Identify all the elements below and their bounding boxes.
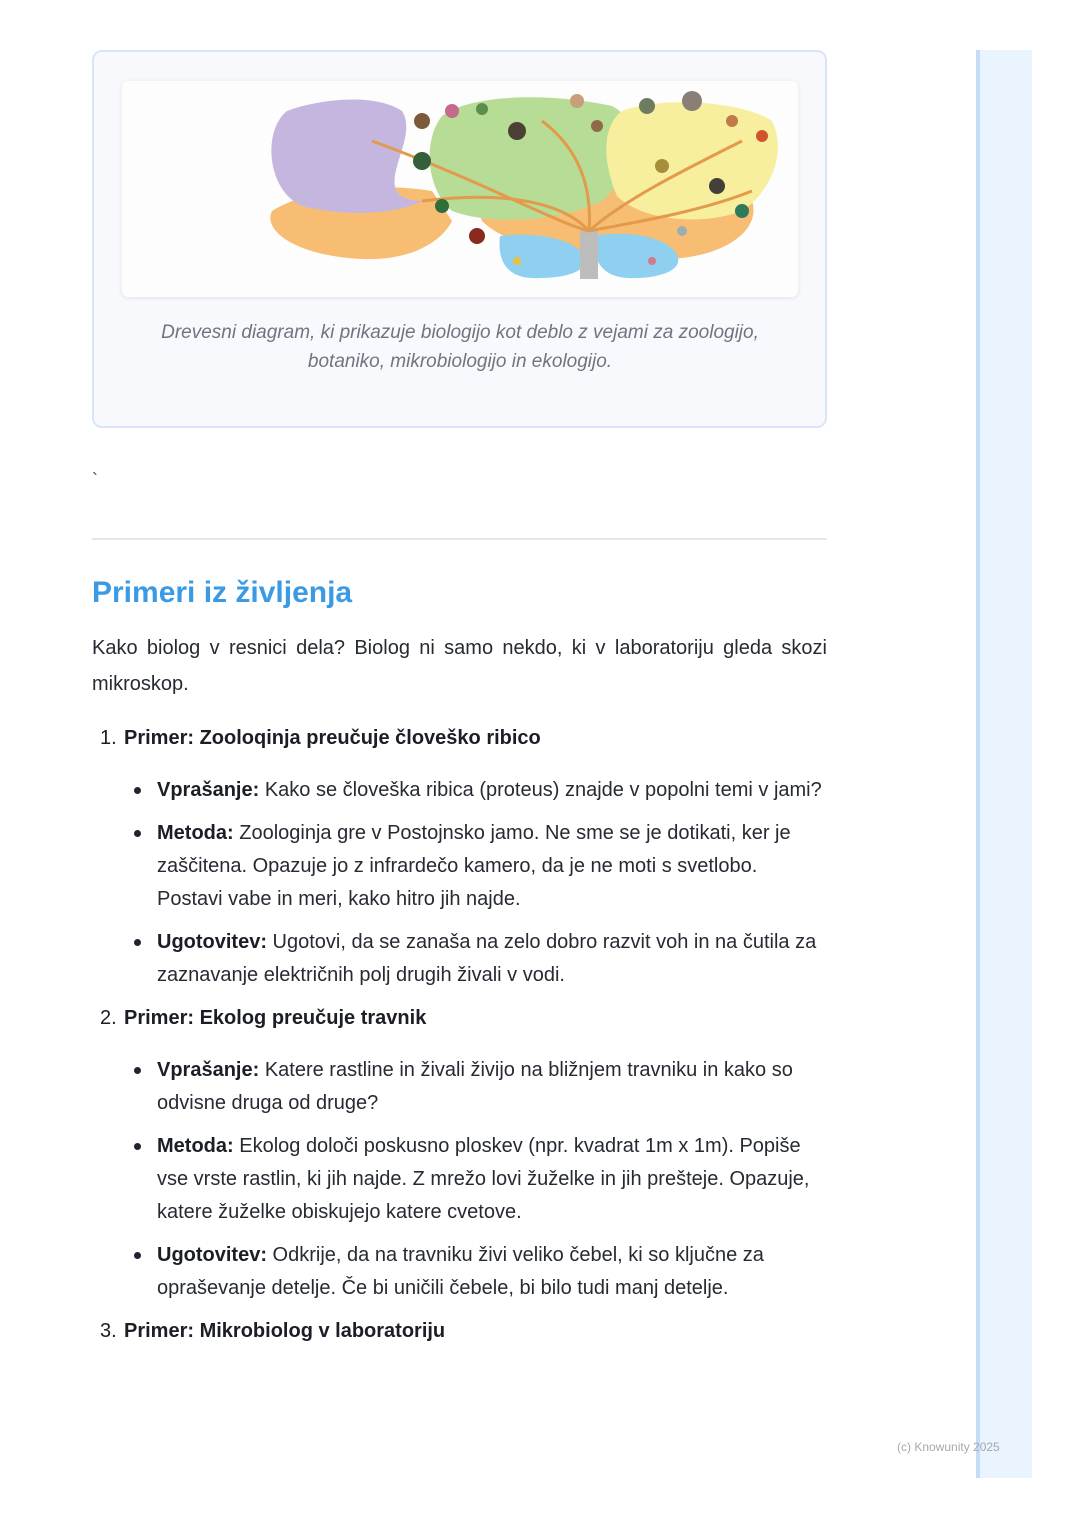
bullet-method <box>92 817 827 916</box>
section-intro: Kako biolog v resnici dela? Biolog ni samo nekdo, ki v laboratoriju gleda skozi mikroskop. <box>92 637 827 695</box>
copyright-footer: (c) Knowunity 2025 <box>897 1440 1000 1454</box>
bullet-finding <box>92 1239 827 1305</box>
bullet-label: Ugotovitev: <box>157 931 267 953</box>
bullet-text: Ugotovi, da se zanaša na zelo dobro razvit voh in na čutila za zaznavanje električnih polj drugih živali v vodi. <box>157 931 817 986</box>
example-heading <box>92 1002 827 1034</box>
sidebar-panel <box>976 50 1032 1478</box>
bullet-question <box>92 1054 827 1120</box>
example-title: Primer: Zooloqinja preučuje človeško ribico <box>124 727 541 749</box>
bullet-question <box>92 774 827 807</box>
bullet-dot <box>134 1067 141 1074</box>
bullet-text: Zoologinja gre v Postojnsko jamo. Ne sme se je dotikati, ker je zaščitena. Opazuje jo z infrardečo kamero, da je ne moti s svetlobo. Postavi vabe in meri, kako hitro jih najde. <box>157 822 791 910</box>
example-number: 2. <box>100 1007 117 1029</box>
example-title: Primer: Ekolog preučuje travnik <box>124 1007 427 1029</box>
example-item <box>92 722 827 992</box>
example-heading <box>92 722 827 754</box>
figure-caption: Drevesni diagram, ki prikazuje biologijo kot deblo z vejami za zoologijo, botaniko, mikrobiologijo in ekologijo. <box>161 322 759 372</box>
example-item <box>92 1315 827 1347</box>
bullet-dot <box>134 1252 141 1259</box>
bullet-text: Ekolog določi poskusno ploskev (npr. kvadrat 1m x 1m). Popiše vse vrste rastlin, ki jih najde. Z mrežo lovi žuželke in jih prešteje. Opazuje, katere žuželke obiskujejo katere cvetove. <box>157 1135 810 1223</box>
botany-lobe <box>271 99 422 213</box>
bullet-label: Metoda: <box>157 822 234 844</box>
example-number: 3. <box>100 1320 117 1342</box>
bullet-dot <box>134 1143 141 1150</box>
section-divider <box>92 538 827 540</box>
bullet-dot <box>134 830 141 837</box>
example-bullets <box>92 1054 827 1305</box>
example-title: Primer: Mikrobiolog v laboratoriju <box>124 1320 446 1342</box>
tree-of-life-illustration <box>122 81 798 297</box>
bullet-label: Metoda: <box>157 1135 234 1157</box>
figure-card <box>92 50 827 428</box>
section-title: Primeri iz življenja <box>92 576 353 609</box>
bullet-label: Ugotovitev: <box>157 1244 267 1266</box>
bullet-text: Kako se človeška ribica (proteus) znajde v popolni temi v jami? <box>259 779 822 801</box>
examples-list <box>92 722 827 1347</box>
figure-image-frame <box>122 81 798 297</box>
bullet-label: Vprašanje: <box>157 1059 260 1081</box>
example-heading <box>92 1315 827 1347</box>
bullet-text: Odkrije, da na travniku živi veliko čebel, ki so ključne za opraševanje detelje. Če bi uničili čebele, bi bilo tudi manj detelje. <box>157 1244 764 1299</box>
example-bullets <box>92 774 827 992</box>
bullet-method <box>92 1130 827 1229</box>
bullet-finding <box>92 926 827 992</box>
bullet-label: Vprašanje: <box>157 779 260 801</box>
example-item <box>92 1002 827 1305</box>
zoology-lobe <box>606 102 778 219</box>
bullet-dot <box>134 939 141 946</box>
bullet-text: Katere rastline in živali živijo na bližnjem travniku in kako so odvisne druga od druge? <box>157 1059 793 1114</box>
tree-trunk <box>580 231 598 279</box>
example-number: 1. <box>100 727 117 749</box>
bullet-dot <box>134 787 141 794</box>
stray-backtick: ` <box>92 470 98 490</box>
page-content <box>92 50 827 1342</box>
